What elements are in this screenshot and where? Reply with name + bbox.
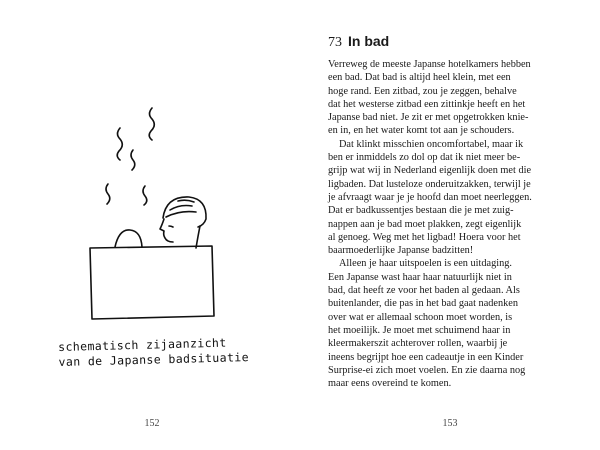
body-line: grijp wat wij in Nederland eigenlijk doen met die [328, 165, 532, 177]
face-profile [160, 219, 173, 242]
bathtub [90, 246, 214, 319]
body-line: Dat klinkt misschien oncomfortabel, maar ik [339, 138, 524, 150]
chapter-heading [328, 33, 389, 51]
body-line: buitenlander, die pas in het bad gaat nadenken [328, 298, 519, 310]
caption-line: van de Japanse badsituatie [58, 350, 250, 369]
body-line: Surprise-ei zich moet voelen. En zie daarna nog [328, 364, 526, 376]
caption-line: schematisch zijaanzicht [58, 335, 227, 354]
steam-wisp-1 [149, 108, 154, 140]
body-line: Een Japanse wast haar haar natuurlijk niet in [328, 271, 512, 283]
body-line: ineens begrijpt hoe een cadeautje in een Kinder [328, 351, 524, 363]
body-line: een bad. Dat bad is altijd heel klein, met een [328, 72, 511, 84]
steam-wisp-4 [143, 186, 147, 205]
body-line: maar eens overeind te komen. [328, 378, 452, 390]
body-line: ligbaden. Dat lusteloze onderuitzakken, terwijl je [328, 178, 531, 190]
body-line: Alleen je haar uitspoelen is een uitdaging. [339, 258, 512, 270]
body-line: over wat er allemaal schoon moet worden, is [328, 311, 513, 323]
bath-illustration [60, 100, 240, 340]
illustration-caption [58, 334, 279, 370]
chapter-title: In bad [348, 33, 390, 49]
body-line: baarmoederlijke Japanse badzitten! [328, 245, 474, 257]
body-line: Verreweg de meeste Japanse hotelkamers hebben [328, 59, 531, 70]
body-line: het moeilijk. Je moet met schuimend haar in [328, 324, 511, 336]
right-page [300, 0, 600, 450]
body-line: nappen aan je bad moet plakken, zegt eigenlijk [328, 218, 522, 230]
page-number-left: 152 [144, 418, 160, 429]
body-line: ben er inmiddels zo dol op dat ik niet meer be- [328, 152, 521, 164]
body-line: Japanse bad niet. Je zit er met opgetrokken knie- [328, 112, 529, 124]
steam-wisp-5 [106, 184, 110, 204]
knees [115, 230, 142, 247]
body-line: kleermakerszit achterover rollen, waarbij je [328, 338, 508, 350]
chapter-body-text [328, 58, 580, 390]
body-line: al genoeg. Weg met het ligbad! Hoera voor het [328, 231, 521, 243]
chapter-number: 73 [328, 35, 342, 50]
page-number-right: 153 [442, 418, 458, 429]
body-line: dat het westerse zitbad een zittinkje heeft en het [328, 98, 526, 110]
steam-wisp-2 [117, 128, 122, 160]
body-line: Dat er badkussentjes bestaan die je met zuig- [328, 205, 514, 217]
body-line: bad, dat heeft ze voor het baden al gedaan. Als [328, 285, 520, 297]
body-line: en in, en het water komt tot aan je schouders. [328, 125, 515, 137]
body-line: hoge rand. Een zitbad, zou je zeggen, behalve [328, 85, 517, 97]
steam-wisp-3 [131, 150, 135, 170]
body-line: je afvraagt waar je je hoofd dan moet neerleggen. [328, 191, 532, 203]
